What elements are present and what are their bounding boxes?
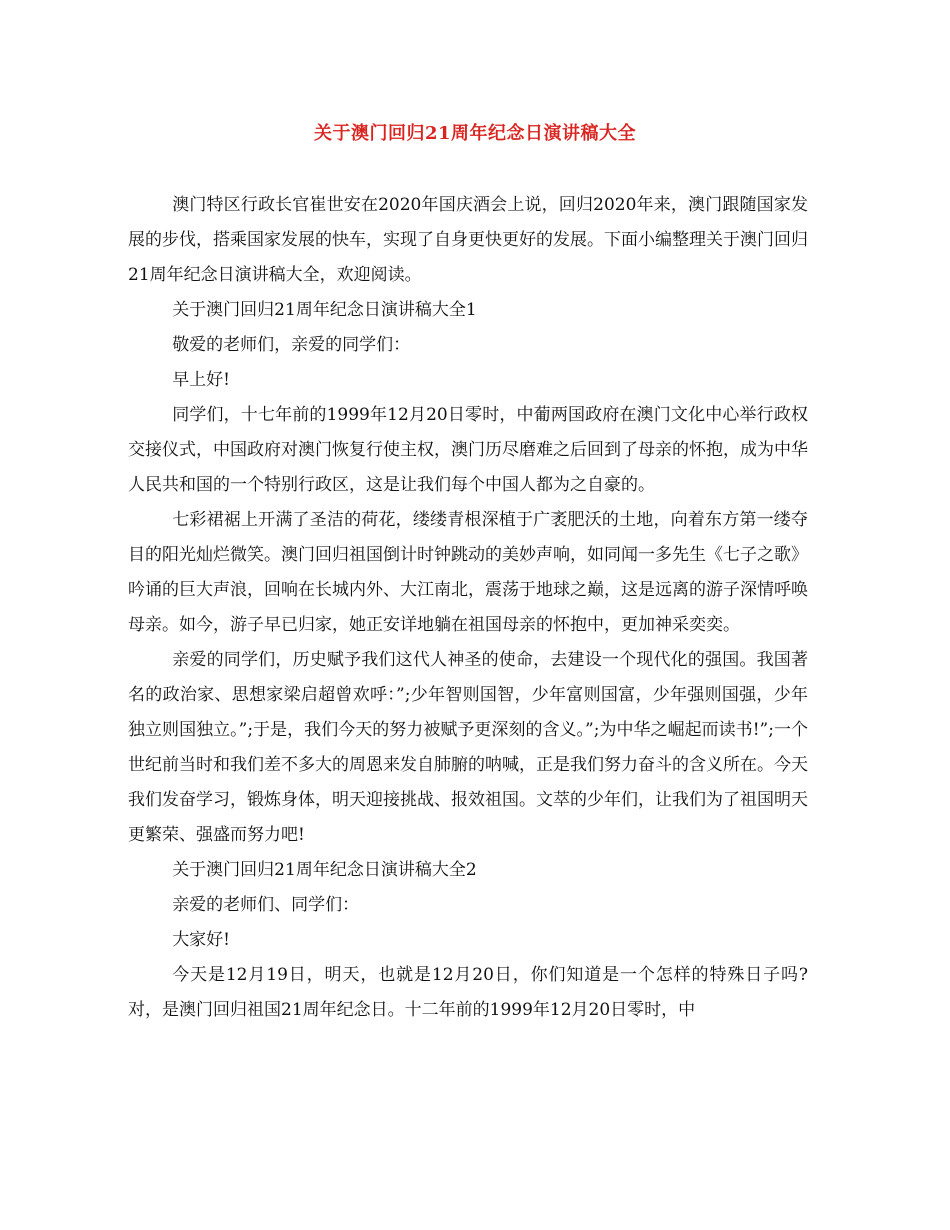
document-title: 关于澳门回归21周年纪念日演讲稿大全: [313, 123, 637, 144]
salutation-paragraph: 敬爱的老师们，亲爱的同学们：: [172, 335, 411, 355]
greeting-paragraph: 大家好!: [172, 930, 231, 950]
greeting-paragraph: 早上好!: [172, 370, 231, 390]
body-paragraph: 亲爱的同学们，历史赋予我们这代人神圣的使命，去建设一个现代化的强国。我国著名的政治家、思想家梁启超曾欢呼：”;少年智则国智，少年富则国富，少年强则国强，少年独立则国独立。”;于是，我们今天的努力被赋予更深刻的含义。”;为中华之崛起而读书!”;一个世纪前当时和我们差不多大的周恩来发自肺腑的呐喊，正是我们努力奋斗的含义所在。今天我们发奋学习，锻炼身体，明天迎接挑战、报效祖国。文萃的少年们，让我们为了祖国明天更繁荣、强盛而努力吧!: [128, 650, 808, 845]
section-heading-1: 关于澳门回归21周年纪念日演讲稿大全1: [172, 300, 477, 320]
intro-paragraph: 澳门特区行政长官崔世安在2020年国庆酒会上说，回归2020年来，澳门跟随国家发展的步伐，搭乘国家发展的快车，实现了自身更快更好的发展。下面小编整理关于澳门回归21周年纪念日演讲稿大全，欢迎阅读。: [128, 195, 808, 285]
body-paragraph: 七彩裙裾上开满了圣洁的荷花，缕缕青根深植于广袤肥沃的土地，向着东方第一缕夺目的阳光灿烂微笑。澳门回归祖国倒计时钟跳动的美妙声响，如同闻一多先生《七子之歌》吟诵的巨大声浪，回响在长城内外、大江南北，震荡于地球之巅，这是远离的游子深情呼唤母亲。如今，游子早已归家，她正安详地躺在祖国母亲的怀抱中，更加神采奕奕。: [128, 510, 808, 635]
body-paragraph: 今天是12月19日，明天，也就是12月20日，你们知道是一个怎样的特殊日子吗?对，是澳门回归祖国21周年纪念日。十二年前的1999年12月20日零时，中: [128, 965, 808, 1020]
section-heading-2: 关于澳门回归21周年纪念日演讲稿大全2: [172, 860, 477, 880]
salutation-paragraph: 亲爱的老师们、同学们：: [172, 895, 360, 915]
document-body: [128, 188, 808, 1028]
body-paragraph: 同学们，十七年前的1999年12月20日零时，中葡两国政府在澳门文化中心举行政权交接仪式，中国政府对澳门恢复行使主权，澳门历尽磨难之后回到了母亲的怀抱，成为中华人民共和国的一个特别行政区，这是让我们每个中国人都为之自豪的。: [128, 405, 808, 495]
